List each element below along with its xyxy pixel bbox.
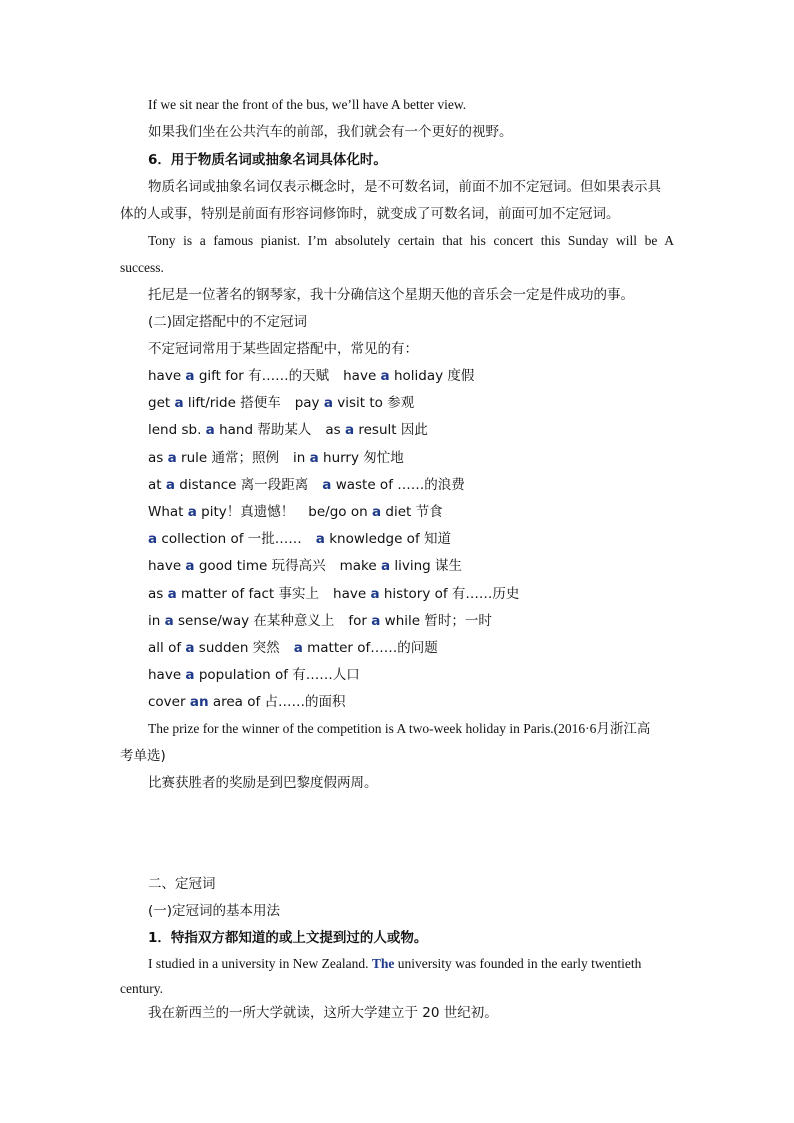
phrase-article: a: [323, 395, 333, 411]
phrase-article: a: [148, 531, 158, 547]
phrase-pre: have: [333, 586, 371, 602]
phrase-article: a: [185, 667, 195, 683]
phrase-item: [148, 613, 334, 629]
section-6-example-en-line1: Tony is a famous pianist. I’m absolutely certain that his concert this Sunday will be A: [148, 233, 674, 248]
phrase-item: [148, 504, 294, 520]
fixed-phrases-heading: (二)固定搭配中的不定冠词: [148, 314, 308, 330]
phrase-article: a: [370, 586, 380, 602]
phrase-article: a: [164, 613, 174, 629]
phrase-item: [148, 422, 311, 438]
phrase-article: a: [185, 640, 195, 656]
phrase-item: [293, 450, 404, 466]
phrase-pre: get: [148, 395, 175, 411]
phrase-pre: as: [148, 450, 168, 466]
phrase-meaning: lift/ride 搭便车: [183, 395, 281, 411]
definite-example-en-line2: century.: [120, 981, 163, 996]
definite-article-the: The: [371, 956, 395, 971]
phrase-article: a: [344, 422, 355, 438]
phrase-row: [148, 556, 462, 576]
phrase-item: [148, 450, 279, 466]
phrase-item: [316, 531, 451, 547]
phrase-article: a: [380, 558, 391, 574]
phrase-pre: be/go on: [308, 504, 372, 520]
phrase-meaning: holiday 度假: [389, 368, 475, 384]
phrase-pre: lend sb.: [148, 422, 206, 438]
definite-example-zh: 我在新西兰的一所大学就读，这所大学建立于 20 世纪初。: [148, 1005, 498, 1021]
phrase-meaning: visit to 参观: [332, 395, 415, 411]
phrase-row: [148, 502, 443, 522]
phrase-item: [148, 694, 346, 710]
phrase-pre: all of: [148, 640, 186, 656]
phrase-row: [148, 393, 414, 413]
phrase-pre: as: [325, 422, 345, 438]
phrase-row: [148, 665, 360, 685]
phrase-item: [295, 395, 415, 411]
phrase-meaning: living 谋生: [390, 558, 463, 574]
phrase-pre: pay: [294, 395, 324, 411]
phrase-pre: have: [343, 368, 381, 384]
phrase-article: a: [380, 368, 390, 384]
phrase-meaning: hand 帮助某人: [214, 422, 312, 438]
phrase-pre: at: [148, 477, 166, 493]
phrase-meaning: diet 节食: [381, 504, 443, 520]
definite-article-heading: 二、定冠词: [148, 876, 216, 892]
phrase-article: an: [189, 694, 209, 710]
phrase-meaning: rule 通常；照例: [176, 450, 279, 466]
phrase-pre: cover: [148, 694, 190, 710]
phrase-pre: What: [148, 504, 188, 520]
phrase-item: [308, 504, 442, 520]
phrase-meaning: sense/way 在某种意义上: [173, 613, 335, 629]
definite-item1-heading: 1．特指双方都知道的或上文提到过的人或物。: [148, 930, 428, 946]
section-6-heading: 6．用于物质名词或抽象名词具体化时。: [148, 152, 387, 168]
phrase-row: [148, 420, 428, 440]
phrase-pre: in: [292, 450, 310, 466]
phrase-pre: have: [148, 667, 186, 683]
phrase-item: [322, 477, 464, 493]
phrase-item: [333, 586, 519, 602]
definite-example-en-post: university was founded in the early twentieth: [394, 956, 642, 971]
phrase-meaning: collection of 一批……: [157, 531, 302, 547]
phrase-item: [148, 586, 319, 602]
phrase-meaning: waste of ……的浪费: [331, 477, 465, 493]
phrase-row: [148, 638, 438, 658]
phrase-pre: as: [148, 586, 168, 602]
definite-example-en-line1: [148, 954, 674, 974]
phrase-item: [325, 422, 428, 438]
phrase-row: [148, 448, 404, 468]
phrase-article: a: [371, 613, 381, 629]
phrase-row: [148, 584, 519, 604]
phrase-meaning: history of 有……历史: [379, 586, 520, 602]
section-6-paragraph-line1: 物质名词或抽象名词仅表示概念时，是不可数名词，前面不加不定冠词。但如果表示具: [148, 179, 661, 195]
phrase-article: a: [205, 422, 215, 438]
section-6-example-zh: 托尼是一位著名的钢琴家，我十分确信这个星期天他的音乐会一定是件成功的事。: [148, 287, 634, 303]
fixed-phrases-example-en-line1: The prize for the winner of the competition is A two-week holiday in Paris.(2016·6月浙江高: [148, 721, 651, 736]
phrase-item: [148, 667, 360, 683]
phrase-row: [148, 692, 346, 712]
phrase-item: [148, 531, 302, 547]
phrase-item: [148, 558, 326, 574]
phrase-article: a: [371, 504, 382, 520]
section-6-paragraph-line2: 体的人或事，特别是前面有形容词修饰时，就变成了可数名词，前面可加不定冠词。: [120, 206, 620, 222]
phrase-article: a: [309, 450, 319, 466]
phrase-item: [148, 640, 280, 656]
example-sentence-zh: 如果我们坐在公共汽车的前部，我们就会有一个更好的视野。: [148, 124, 513, 140]
phrase-meaning: population of 有……人口: [194, 667, 360, 683]
phrase-article: a: [167, 586, 177, 602]
phrase-pre: in: [148, 613, 165, 629]
phrase-meaning: sudden 突然: [194, 640, 280, 656]
fixed-phrases-example-zh: 比赛获胜者的奖励是到巴黎度假两周。: [148, 775, 378, 791]
definite-example-en-pre: I studied in a university in New Zealand.: [148, 956, 372, 971]
phrase-item: [148, 395, 281, 411]
phrase-item: [148, 477, 308, 493]
phrase-article: a: [187, 504, 197, 520]
phrase-row: [148, 529, 451, 549]
phrase-meaning: while 暂时；一时: [380, 613, 492, 629]
phrase-article: a: [185, 558, 195, 574]
phrase-article: a: [315, 531, 325, 547]
phrase-meaning: area of 占……的面积: [208, 694, 346, 710]
fixed-phrases-intro: 不定冠词常用于某些固定搭配中，常见的有：: [148, 341, 418, 357]
phrase-item: [294, 640, 438, 656]
phrase-article: a: [322, 477, 332, 493]
phrase-item: [348, 613, 491, 629]
phrase-item: [148, 368, 329, 384]
phrase-meaning: gift for 有……的天赋: [194, 368, 330, 384]
definite-article-subheading: (一)定冠词的基本用法: [148, 903, 281, 919]
phrase-row: [148, 475, 465, 495]
phrase-article: a: [167, 450, 177, 466]
phrase-article: a: [165, 477, 175, 493]
phrase-meaning: distance 离一段距离: [174, 477, 309, 493]
phrase-article: a: [293, 640, 303, 656]
phrase-pre: make: [339, 558, 381, 574]
section-6-example-en-line2: success.: [120, 260, 164, 275]
phrase-pre: have: [148, 558, 186, 574]
phrase-meaning: matter of fact 事实上: [176, 586, 320, 602]
phrase-pre: have: [148, 368, 186, 384]
example-sentence-en: If we sit near the front of the bus, we’ll have A better view.: [148, 97, 467, 112]
fixed-phrases-example-en-line2: 考单选): [120, 748, 166, 764]
phrase-meaning: hurry 匆忙地: [318, 450, 404, 466]
phrase-meaning: knowledge of 知道: [324, 531, 451, 547]
phrase-item: [343, 368, 474, 384]
phrase-row: [148, 366, 474, 386]
phrase-meaning: good time 玩得高兴: [194, 558, 326, 574]
phrase-meaning: pity！真遗憾！: [196, 504, 295, 520]
phrase-row: [148, 611, 492, 631]
phrase-pre: for: [348, 613, 372, 629]
phrase-meaning: result 因此: [354, 422, 428, 438]
phrase-meaning: matter of……的问题: [302, 640, 438, 656]
phrase-article: a: [174, 395, 184, 411]
phrase-article: a: [185, 368, 195, 384]
phrase-item: [340, 558, 462, 574]
